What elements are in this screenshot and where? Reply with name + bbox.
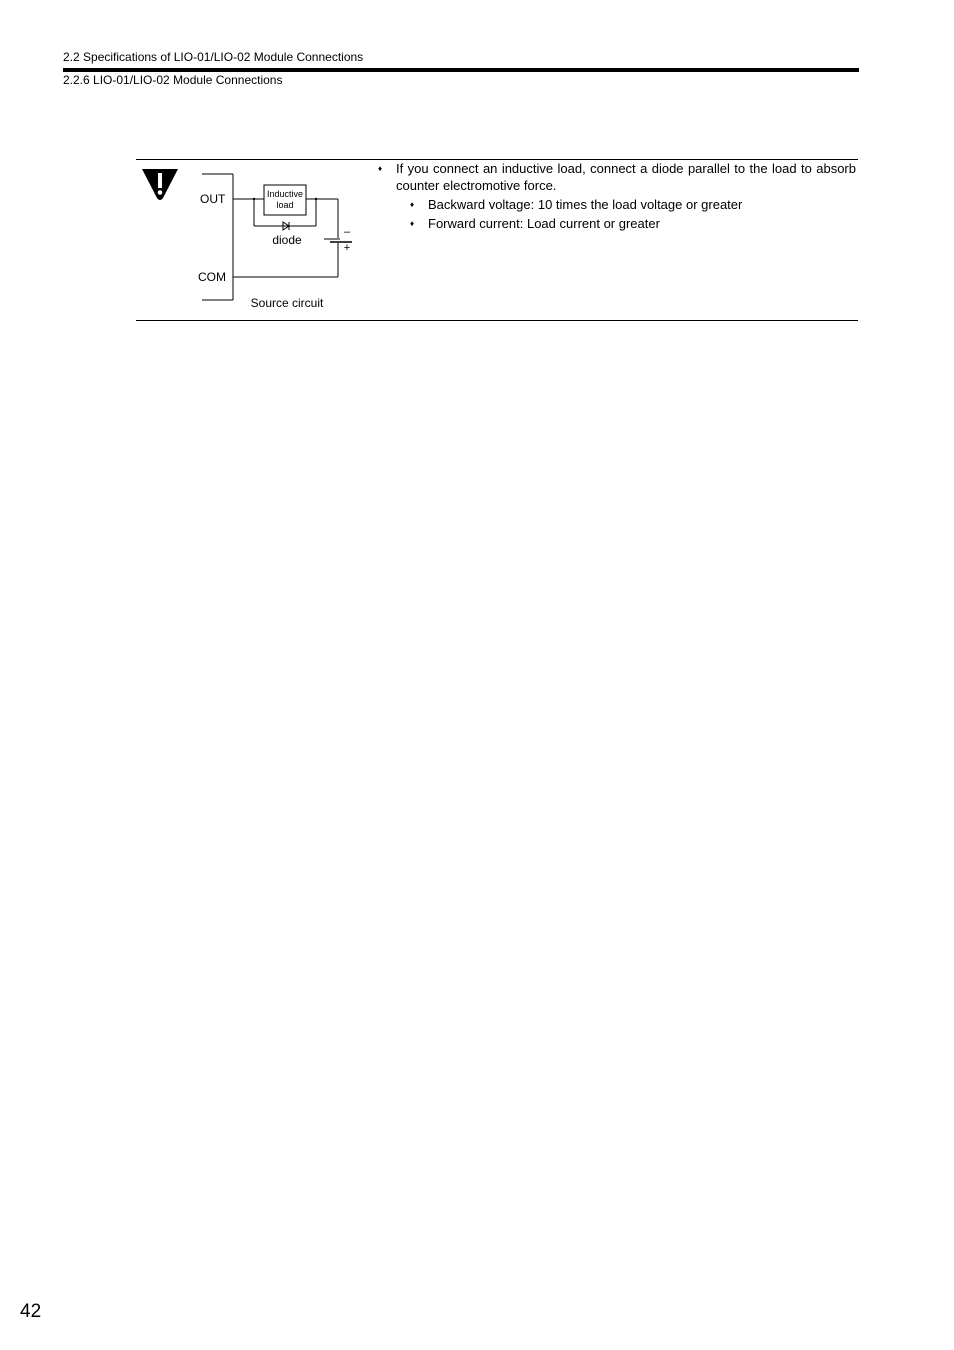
caution-main-note <box>378 160 856 232</box>
caution-sub-item: ♦ Backward voltage: 10 times the load voltage or greater <box>396 196 856 213</box>
caution-box-bottom-rule <box>136 320 858 321</box>
source-circuit-diagram <box>190 165 370 315</box>
caution-sub-item: ♦ Forward current: Load current or greater <box>396 215 856 232</box>
page-number: 42 <box>20 1301 42 1322</box>
load-label-line1: Inductive <box>266 189 304 199</box>
header-rule <box>63 68 859 72</box>
com-terminal-label: COM <box>198 270 226 284</box>
caution-notes <box>378 160 856 234</box>
minus-label: – <box>343 226 351 238</box>
subsection-header: 2.2.6 LIO-01/LIO-02 Module Connections <box>63 73 283 87</box>
plus-label: + <box>343 242 351 254</box>
diode-label: diode <box>272 233 302 247</box>
caution-exclamation-icon <box>139 166 181 202</box>
section-header: 2.2 Specifications of LIO-01/LIO-02 Module Connections <box>63 50 364 64</box>
diagram-caption: Source circuit <box>250 296 324 310</box>
out-terminal-label: OUT <box>200 192 226 206</box>
load-label-line2: load <box>276 200 294 210</box>
caution-main-text: If you connect an inductive load, connect a diode parallel to the load to absorb counter electromotive force. <box>396 161 856 193</box>
